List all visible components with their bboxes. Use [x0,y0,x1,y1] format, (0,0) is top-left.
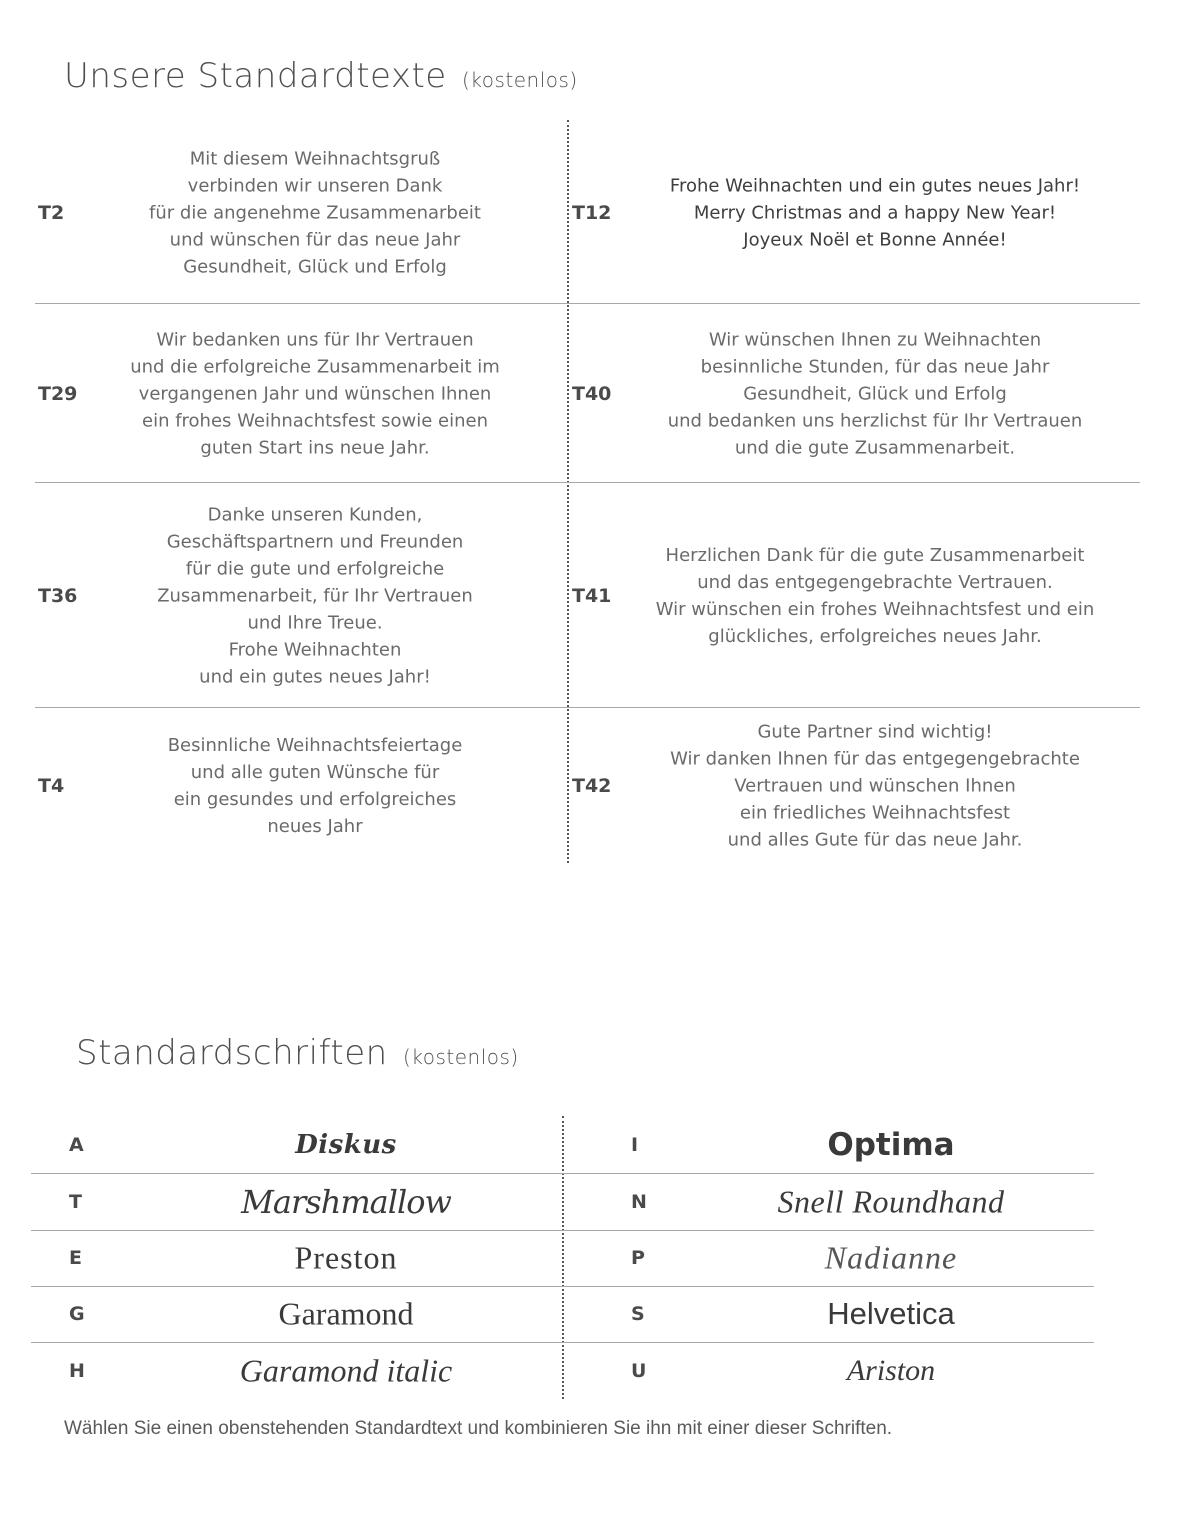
font-sample: Snell Roundhand [777,1183,1005,1220]
font-sample: Preston [294,1239,398,1276]
section-title-standardschriften [76,1033,519,1073]
font-row [31,1343,1094,1399]
text-code: T4 [38,775,65,797]
font-letter: I [631,1134,639,1156]
section-title-text: Unsere Standardtexte [64,56,447,96]
font-sample: Diskus [295,1130,397,1160]
section-title-text: Standardschriften [76,1033,388,1073]
text-code: T40 [572,383,612,405]
text-code: T41 [572,585,612,607]
text-body: Gute Partner sind wichtig! Wir danken Ihnen für das entgegengebrachte Vertrauen und wünschen Ihnen ein friedliches Weihnachtsfest und alles Gute für das neue Jahr. [670,721,1080,851]
font-letter: S [631,1303,645,1325]
font-row [31,1117,1094,1174]
font-row [31,1286,1094,1343]
text-body: Wir wünschen Ihnen zu Weihnachten besinnliche Stunden, für das neue Jahr Gesundheit, Glück und Erfolg und bedanken uns herzlichst für Ihr Vertrauen und die gute Zusammenarbeit. [667,329,1083,459]
font-letter: G [69,1303,85,1325]
text-body: Mit diesem Weihnachtsgruß verbinden wir unseren Dank für die angenehme Zusammenarbeit und wünschen für das neue Jahr Gesundheit, Glück und Erfolg [149,148,481,278]
font-sample: Optima [827,1127,955,1163]
text-code: T12 [572,202,612,224]
font-letter: E [69,1247,82,1269]
text-code: T36 [38,585,78,607]
font-sample: Marshmallow [241,1183,451,1221]
font-letter: P [631,1247,645,1269]
text-body: Frohe Weihnachten und ein gutes neues Jahr! Merry Christmas and a happy New Year! Joyeux Noël et Bonne Année! [669,175,1081,251]
font-letter: N [631,1191,647,1213]
text-body: Besinnliche Weihnachtsfeiertage und alle guten Wünsche für ein gesundes und erfolgreiches neues Jahr [167,735,463,837]
font-letter: U [631,1360,647,1382]
font-row [31,1174,1094,1231]
section-subtitle: (kostenlos) [462,68,578,92]
font-sample: Garamond [278,1295,414,1332]
font-letter: A [69,1134,84,1156]
font-letter: T [69,1191,82,1213]
font-sample: Nadianne [824,1239,958,1276]
text-code: T2 [38,202,65,224]
text-body: Wir bedanken uns für Ihr Vertrauen und die erfolgreiche Zusammenarbeit im vergangenen Jahr und wünschen Ihnen ein frohes Weihnachtsfest sowie einen guten Start ins neue Jahr. [130,329,500,459]
font-row [31,1230,1094,1287]
text-body: Herzlichen Dank für die gute Zusammenarbeit und das entgegengebrachte Vertrauen. Wir wünschen ein frohes Weihnachtsfest und ein glückliches, erfolgreiches neues Jahr. [655,545,1095,647]
font-sample: Garamond italic [239,1352,453,1389]
font-letter: H [69,1360,85,1382]
font-sample: Ariston [846,1354,936,1387]
text-code: T29 [38,383,78,405]
section-subtitle: (kostenlos) [403,1045,519,1069]
section-title-standardtexte [64,56,578,96]
text-body: Danke unseren Kunden, Geschäftspartnern und Freunden für die gute und erfolgreiche Zusammenarbeit, für Ihr Vertrauen und Ihre Treue. Frohe Weihnachten und ein gutes neues Jahr! [157,504,473,688]
text-code: T42 [572,775,612,797]
font-sample: Helvetica [827,1296,955,1331]
footer-note: Wählen Sie einen obenstehenden Standardtext und kombinieren Sie ihn mit einer dieser Schriften. [64,1418,893,1439]
